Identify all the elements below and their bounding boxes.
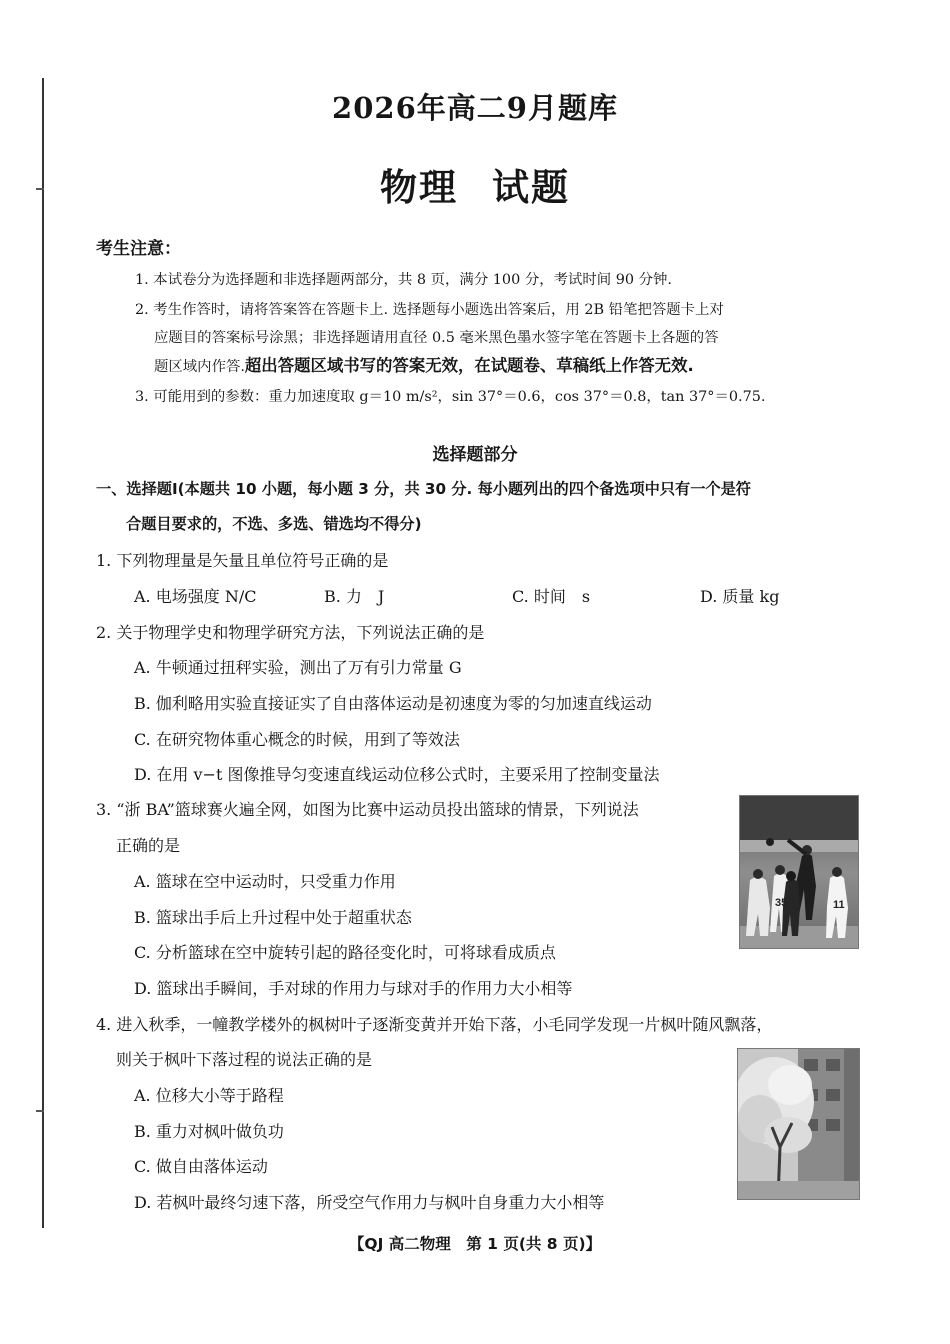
notice-item-3: 3. 可能用到的参数：重力加速度取 g＝10 m/s²，sin 37°＝0.6，cos 37°＝0.8，tan 37°＝0.75. xyxy=(135,389,766,405)
maple-tree-photo xyxy=(737,1048,860,1200)
maple-tree-building-icon xyxy=(738,1049,859,1199)
question-2-option-b: B. 伽利略用实验直接证实了自由落体运动是初速度为零的匀加速直线运动 xyxy=(134,694,652,713)
question-1-option-d: D. 质量 kg xyxy=(700,587,780,606)
question-4-option-a: A. 位移大小等于路程 xyxy=(134,1086,284,1105)
question-1-option-b: B. 力 J xyxy=(324,587,385,606)
question-2-stem: 2. 关于物理学史和物理学研究方法，下列说法正确的是 xyxy=(96,623,485,642)
notice-item-1: 1. 本试卷分为选择题和非选择题两部分，共 8 页，满分 100 分，考试时间 90 分钟. xyxy=(135,272,672,288)
basketball-game-photo xyxy=(739,795,859,949)
notice-item-2: 2. 考生作答时，请将答案答在答题卡上. 选择题每小题选出答案后，用 2B 铅笔把答题卡上对 xyxy=(135,302,724,318)
question-4-option-d: D. 若枫叶最终匀速下落，所受空气作用力与枫叶自身重力大小相等 xyxy=(134,1193,605,1212)
question-3-option-b: B. 篮球出手后上升过程中处于超重状态 xyxy=(134,908,412,927)
subject-title: 物理 试题 xyxy=(380,165,570,209)
notice-item-2-cont: 应题目的答案标号涂黑；非选择题请用直径 0.5 毫米黑色墨水签字笔在答题卡上各题的答 xyxy=(154,330,719,346)
notice-heading: 考生注意： xyxy=(96,239,181,259)
question-3-option-c: C. 分析篮球在空中旋转引起的路径变化时，可将球看成质点 xyxy=(134,943,556,962)
part-instructions: 一、选择题Ⅰ(本题共 10 小题，每小题 3 分，共 30 分. 每小题列出的四个备选项中只有一个是符 xyxy=(96,480,751,498)
notice-warning: 超出答题区域书写的答案无效，在试题卷、草稿纸上作答无效. xyxy=(244,356,694,375)
question-3-stem: 3. “浙 BA”篮球赛火遍全网，如图为比赛中运动员投出篮球的情景，下列说法 xyxy=(96,800,639,819)
question-4-stem: 4. 进入秋季，一幢教学楼外的枫树叶子逐渐变黄并开始下落，小毛同学发现一片枫叶随风飘落， xyxy=(96,1015,773,1034)
notice-item-2-end: 题区域内作答.超出答题区域书写的答案无效，在试题卷、草稿纸上作答无效. xyxy=(154,356,694,375)
jersey-number-right: 11 xyxy=(833,899,845,911)
question-3-stem-cont: 正确的是 xyxy=(116,836,181,855)
question-3-option-d: D. 篮球出手瞬间，手对球的作用力与球对手的作用力大小相等 xyxy=(134,979,573,998)
question-1-stem: 1. 下列物理量是矢量且单位符号正确的是 xyxy=(96,551,389,570)
exam-bank-title: 2026年高二9月题库 xyxy=(332,91,618,125)
question-1-option-a: A. 电场强度 N/C xyxy=(134,587,257,606)
part-instructions-cont: 合题目要求的，不选、多选、错选均不得分) xyxy=(126,515,422,533)
question-4-option-b: B. 重力对枫叶做负功 xyxy=(134,1122,284,1141)
question-2-option-a: A. 牛顿通过扭秤实验，测出了万有引力常量 G xyxy=(134,658,462,677)
question-2-option-c: C. 在研究物体重心概念的时候，用到了等效法 xyxy=(134,730,460,749)
binding-margin-line xyxy=(42,78,44,1228)
question-3-option-a: A. 篮球在空中运动时，只受重力作用 xyxy=(134,872,396,891)
page-footer: 【QJ 高二物理 第 1 页(共 8 页)】 xyxy=(348,1235,602,1253)
margin-tick xyxy=(36,1110,44,1112)
jersey-number-left: 35 xyxy=(775,897,788,909)
question-4-option-c: C. 做自由落体运动 xyxy=(134,1157,268,1176)
question-4-stem-cont: 则关于枫叶下落过程的说法正确的是 xyxy=(116,1050,373,1069)
question-2-option-d: D. 在用 v−t 图像推导匀变速直线运动位移公式时，主要采用了控制变量法 xyxy=(134,765,660,784)
section-title: 选择题部分 xyxy=(432,445,518,465)
question-1-option-c: C. 时间 s xyxy=(512,587,591,606)
basketball-photo-icon xyxy=(740,796,858,948)
